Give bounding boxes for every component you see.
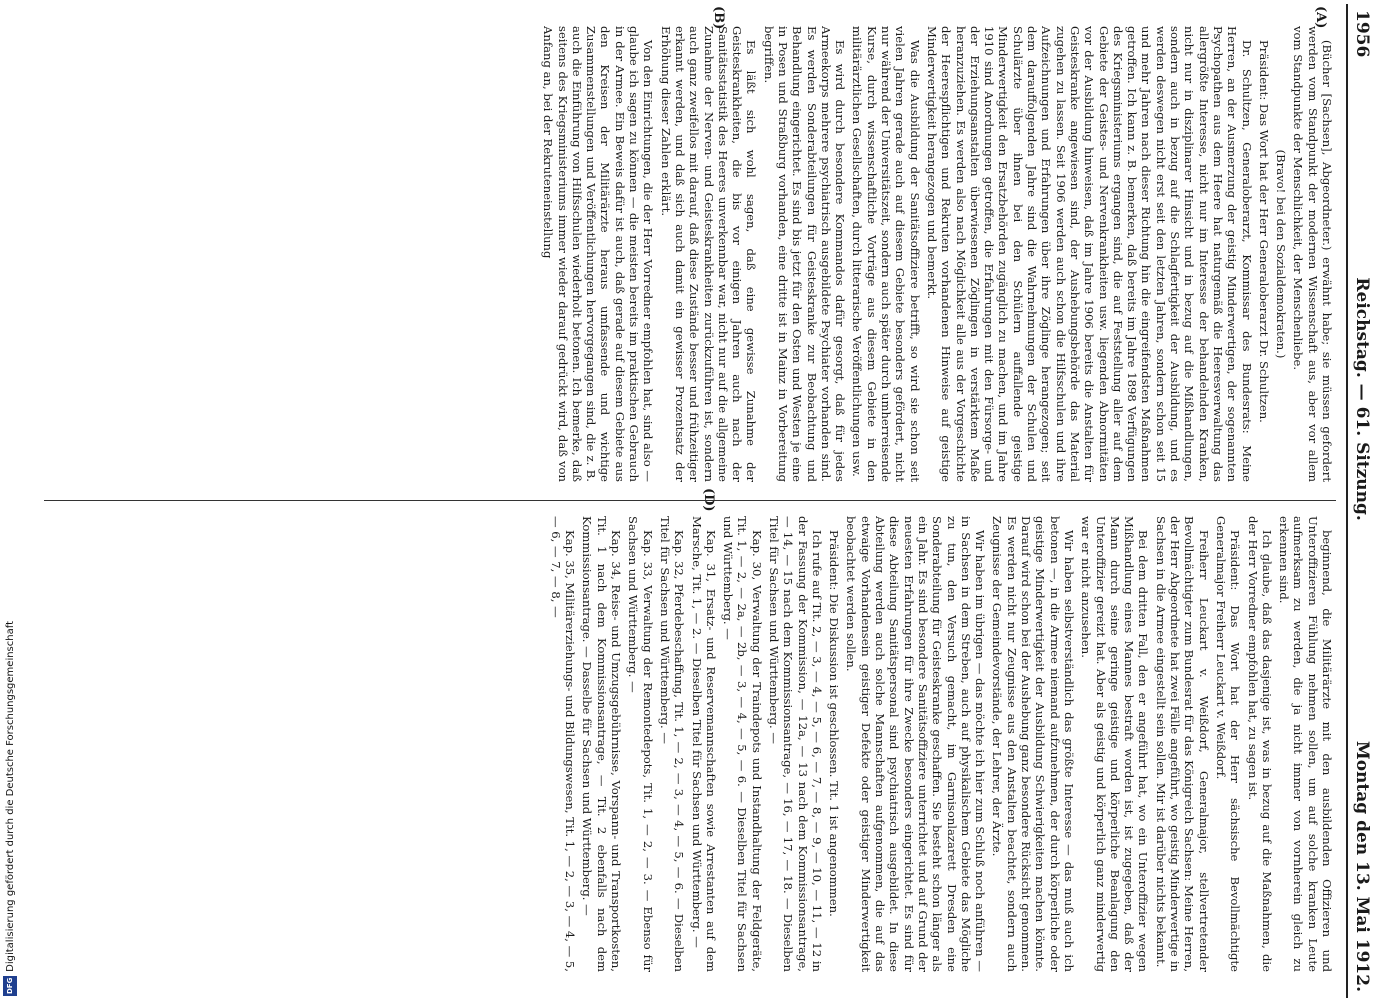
paragraph: Es wird durch besondere Kommandos dafür gesorgt, daß für jedes Armeekorps mehrere psychiatrisch ausgebildete Psychiater vorhanden sind. Es werden Sonderabteilungen für Geisteskranke zur Beobachtung und Behandlung eingerichtet. Es sind bis jetzt für den Osten und Westen je eine in Posen und Straßburg vorhanden, eine dritte ist in Mainz in Vorbereitung begriffen. bbox=[761, 26, 848, 482]
paragraph: Präsident: Das Wort hat der Herr Generaloberarzt Dr. Schultzen. bbox=[1256, 40, 1271, 423]
page-header bbox=[1346, 4, 1376, 998]
interjection: (Bravo! bei den Sozialdemokraten.) bbox=[1274, 149, 1289, 359]
paragraph: beginnend, die Militärärzte mit den ausbildenden Offizieren und Unteroffizieren Fühlung nehmen sollen, um auf solche kranken Leute aufmerksam zu werden, die ja nicht immer von vornherein gleich zu erkennen sind. bbox=[1277, 516, 1334, 972]
paragraph: Von den Einrichtungen, die der Herr Vorredner empfohlen hat, sind also — glaube ich sagen zu können — die meisten bereits im praktischen Gebrauch in der Armee. Ein Beweis dafür ist auch, daß gerade auf diesem Gebiete aus den Kreisen der Militärärzte heraus umfassende und wichtige Zusammenstellungen und Veröffentlichungen hervorgegangen sind, die z. B. auch die Einführung von Hilfsschulen wiederholt betonen. Ich bemerke, daß seitens des Kriegsministeriums immer wieder darauf gedrückt wird, daß von Anfang an, bei der Rekruteneinstellung bbox=[541, 26, 656, 482]
right-column bbox=[44, 516, 1334, 972]
paragraph: Wir haben selbstverständlich das größte Interesse — das muß auch ich betonen —, in die Armee niemand aufzunehmen, der durch körperliche oder geistige Minderwertigkeit der Ausbildung Schwierigkeiten machen könnte. Darauf wird schon bei der Aushebung ganz besondere Rücksicht genommen. Es werden nicht nur Zeugnisse aus den Anstalten beachtet, sondern auch Zeugnisse der Gemeindevorstände, der Lehrer, der Ärzte. bbox=[990, 516, 1076, 972]
margin-mark-d: (D) bbox=[701, 488, 716, 512]
paragraph: Kap. 34, Reise- und Umzugsgebührnisse, Vorspann- und Transportkosten, Tit. 1 nach dem Kommissionsantrage, — Tit. 2 ebenfalls nach dem Kommissionsantrage. — Dasselbe für Sachsen und Württemberg. — bbox=[580, 516, 624, 972]
paragraph: Ich glaube, daß das dasjenige ist, was in bezug auf die Maßnahmen, die der Herr Vorredner empfohlen hat, zu sagen ist. bbox=[1245, 516, 1274, 972]
paragraph: Bei dem dritten Fall, den er angeführt hat, wo ein Unteroffizier wegen Mißhandlung eines Mannes bestraft worden ist, ist zugegeben, daß der Mann durch seine geringe geistige und körperliche Beanlagung den Unteroffizier gereizt hat. Aber als geistig und körperlich ganz minderwertig war er nicht anzusehen. bbox=[1079, 516, 1151, 972]
paragraph: Kap. 33, Verwaltung der Remontedepots, Tit. 1, — 2, — 3. — Ebenso für Sachsen und Württemberg. — bbox=[626, 516, 655, 972]
paragraph: Freiherr Leuckart v. Weißdorf, Generalmajor, stellvertretender Bevollmächtigter zum Bundesrat für das Königreich Sachsen: Meine Herren, der Herr Abgeordnete hat zwei Fälle angeführt, wo geistig Minderwertige in Sachsen in die Armee eingestellt sein sollen. Mir ist darüber nichts bekannt. bbox=[1153, 516, 1211, 972]
session-date: Montag den 13. Mai 1912. bbox=[1352, 740, 1372, 992]
paragraph: Wir haben im übrigen — das möchte ich hier zum Schluß noch anführen — in Sachsen in dem Streben, auch auf physikalischem Gebiete das Mögliche zu tun, den Versuch gemacht, im Garnisonlazarett Dresden eine Sonderabteilung für Geisteskranke geschaffen. Sie besteht schon länger als ein Jahr. Es sind besondere Sanitätsoffiziere unterrichtet und auf Grund der neuesten Erfahrungen für ihre Zwecke besonders eingerichtet. Es sind für diese Abteilung Sanitätspersonal sind psychiatrisch ausgebildet. In diese Abteilung werden auch solche Mannschaften aufgenommen, die auf das etwaige Vorhandensein geistiger Defekte oder geistiger Minderwertigkeit beobachtet werden sollen. bbox=[844, 516, 988, 972]
paragraph: Es läßt sich wohl sagen, daß eine gewisse Zunahme der Geisteskrankheiten, die bis vor einigen Jahren auch nach der Sanitätsstatistik des Heeres unverkennbar war, nicht nur auf die allgemeine Zunahme der Nerven- und Geisteskrankheiten zurückzuführen ist, sondern auch ganz zweifellos mit darauf, daß diese Zustände besser und frühzeitiger erkannt werden, und daß sich auch damit ein gewisser Prozentsatz der Erhöhung dieser Zahlen erklärt. bbox=[658, 26, 759, 482]
session-title: Reichstag. — 61. Sitzung. bbox=[1352, 277, 1372, 521]
paragraph: Ich rufe auf Tit. 2, — 3, — 4, — 5, — 6, — 7, — 8, — 9, — 10, — 11, — 12 in der Fassung der Kommission, — 12a, — 13 nach dem Kommissionsantrage, — 14, — 15 nach dem Kommissionsantrage, — 16, — 17, — 18. — Dieselben Titel für Sachsen und Württemberg. — bbox=[767, 516, 824, 972]
page-number: 1956 bbox=[1352, 10, 1372, 58]
scanned-page bbox=[34, 4, 1376, 998]
side-margin bbox=[0, 0, 20, 1000]
paragraph: Kap. 32, Pferdebeschaffung, Tit. 1, — 2, — 3, — 4, — 5, — 6. — Dieselben Titel für Sachsen und Württemberg. — bbox=[657, 516, 687, 972]
left-column bbox=[44, 26, 1334, 482]
paragraph: Was die Ausbildung der Sanitätsoffiziere betrifft, so wird sie schon seit vielen Jahren gerade auch auf diesem Gebiete besonders gefördert, nicht nur während der Universitätszeit, sondern auch später durch umherreisende Kurse, durch wissenschaftliche Vorträge aus diesem Gebiete in den militärärztlichen Gesellschaften, durch litterarische Veröffentlichungen usw. bbox=[850, 26, 922, 482]
paragraph: Präsident: Die Diskussion ist geschlossen. Tit. 1 ist angenommen. bbox=[827, 530, 842, 917]
paragraph: Kap. 31, Ersatz- und Reservemannschaften sowie Arrestanten auf dem Marsche, Tit. 1, — 2. — Dieselben Titel für Sachsen und Württemberg. — bbox=[689, 516, 718, 972]
dfg-logo: DFG bbox=[3, 976, 17, 996]
paragraph: Präsident: Das Wort hat der Herr sächsische Bevollmächtigte Generalmajor Freiherr Leuckart v. Weißdorf. bbox=[1213, 516, 1243, 972]
margin-mark-b: (B) bbox=[711, 6, 726, 30]
digitization-credit: Digitalisierung gefördert durch die Deutsche Forschungsgemeinschaft bbox=[4, 621, 16, 972]
paragraph: (Bücher [Sachsen], Abgeordneter.) erwähnt habe; sie müssen gefordert werden vom Standpunkt der modernen Wissenschaft aus, aber vor allem vom Standpunkte der Menschlichkeit, der Menschenliebe. bbox=[1291, 26, 1334, 482]
paragraph: Kap. 35, Militärerziehungs- und Bildungswesen, Tit. 1, — 2, — 3, — 4, — 5, — 6, — 7, — 8, — bbox=[548, 516, 578, 972]
paragraph: Dr. Schultzen, Generaloberarzt, Kommissar des Bundesrats: Meine Herren, an der Ausmerzung der geistig Minderwertigen, der sogenannten Psychopathen aus dem Heere hat naturgemäß die Heeresverwaltung das allergrößte Interesse, nicht nur im Interesse der behandelnden Kranken, nicht nur in disziplinarer Hinsicht und in bezug auf die Mißhandlungen, sondern auch in bezug auf die Schlagfertigkeit der Ausbildung, und es werden deswegen nicht erst seit den letzten Jahren, sondern schon seit 15 und mehr Jahren nach dieser Richtung hin die eingreifendsten Maßnahmen getroffen. Ich kann z. B. bemerken, daß bereits im Jahre 1898 Verfügungen des Kriegsministeriums ergangen sind, die auf Feststellung aller auf dem Gebiete der Geistes- und Nervenkrankheiten usw. liegenden Abnormitäten vor der Ausbildung hinweisen, daß im Jahre 1906 bereits die Anstalten für Geisteskranke angewiesen sind, der Aushebungsbehörde das Material zugehen zu lassen. Seit 1906 werden auch schon die Hilfsschulen und ihre Aufzeichnungen und Erfahrungen über ihre Zöglinge herangezogen; seit dem darauffolgenden Jahre sind die Wahrnehmungen der Schulen und Schulärzte über ihnen bei den Schülern auffallende geistige Minderwertigkeit den Ersatzbehörden zugänglich zu machen, und im Jahre 1910 sind Anordnungen getroffen, die Erfahrungen mit den Fürsorge- und der Erziehungsanstalten überwiesenen Zöglingen in verstärktem Maße heranzuziehen. Es werden also nach Möglichkeit alle aus der Vorgeschichte der Heerespflichtigen und Rekruten vorhandenen Hinweise auf geistige Minderwertigkeit herangezogen und bemerkt. bbox=[924, 26, 1254, 482]
column-divider bbox=[44, 500, 1336, 501]
margin-mark-a: (A) bbox=[1313, 6, 1328, 29]
paragraph: Kap. 30, Verwaltung der Traindepots und Instandhaltung der Feldgeräte, Tit. 1, — 2, — 2a, — 2b, — 3, — 4, — 5, — 6. — Dieselben Titel für Sachsen und Württemberg. — bbox=[721, 516, 764, 972]
